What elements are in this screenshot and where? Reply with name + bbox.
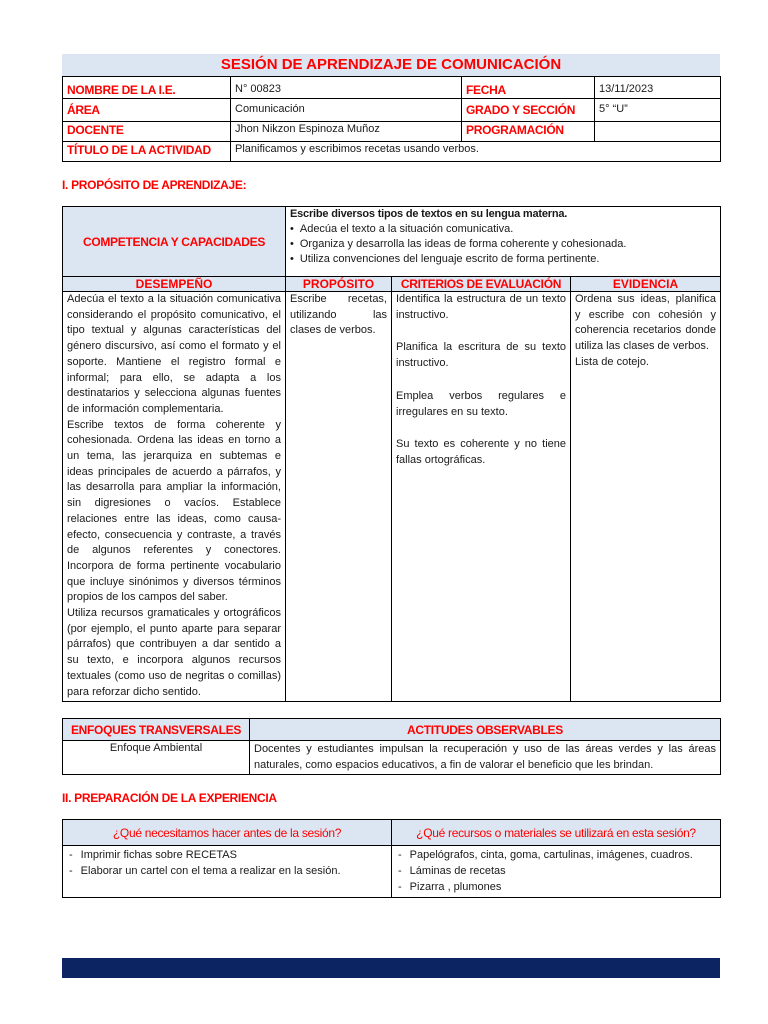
enfoque-value: Enfoque Ambiental — [63, 741, 250, 775]
criterio-item: Planifica la escritura de su texto instructivo. — [396, 341, 566, 370]
evidencia-item: Lista de cotejo. — [575, 355, 649, 368]
criterio-item: Emplea verbos regulares e irregulares en su texto. — [396, 389, 566, 418]
col-proposito: PROPÓSITO — [286, 277, 392, 292]
antes-cell — [63, 846, 392, 898]
desempeno-paragraph: Adecúa el texto a la situación comunicativa considerando el propósito comunicativo, el tipo textual y algunas características del género discursivo, así como el formato y el soporte. Mantiene el registro formal e informal; para ello, se adapta a los destinatarios y selecciona algunas fuentes de información complementaria. — [67, 293, 281, 415]
criterio-item: Identifica la estructura de un texto instructivo. — [396, 293, 566, 321]
titulo-value: Planificamos y escribimos recetas usando verbos. — [231, 142, 721, 162]
programacion-label: PROGRAMACIÓN — [462, 122, 595, 142]
col-evidencia: EVIDENCIA — [571, 277, 721, 292]
area-value: Comunicación — [231, 99, 462, 122]
antes-list — [67, 847, 387, 879]
recursos-list — [396, 847, 716, 895]
enfoques-table — [62, 718, 721, 775]
competencia-title: Escribe diversos tipos de textos en su lengua materna. — [290, 208, 568, 220]
document-page — [62, 54, 720, 898]
capacidad-item: • Adecúa el texto a la situación comunicativa. — [290, 222, 716, 237]
proposito-table — [62, 206, 721, 702]
col-recursos: ¿Qué recursos o materiales se utilizará en esta sesión? — [392, 820, 721, 846]
capacidad-item: • Organiza y desarrolla las ideas de forma coherente y cohesionada. — [290, 237, 716, 252]
competencia-label — [63, 207, 286, 277]
preparacion-table — [62, 819, 721, 898]
desempeno-cell — [63, 292, 286, 702]
competencia-cell — [286, 207, 721, 277]
docente-label: DOCENTE — [63, 122, 231, 142]
desempeno-paragraph: Escribe textos de forma coherente y cohesionada. Ordena las ideas en torno a un tema, las jerarquiza en subtemas e ideas principales de acuerdo a párrafos, y las desarrolla para ampliar la información, sin digresiones o vacíos. Establece relaciones entre las ideas, como causa-efecto, consecuencia y contraste, a través de algunos referentes y conectores. Incorpora de forma pertinente vocabulario que incluye sinónimos y diversos términos propios de los campos del saber. — [67, 418, 281, 604]
titulo-label: TÍTULO DE LA ACTIVIDAD — [63, 142, 231, 162]
recursos-cell — [392, 846, 721, 898]
section-1-heading: I. PROPÓSITO DE APRENDIZAJE: — [62, 178, 247, 192]
ie-label: NOMBRE DE LA I.E. — [63, 77, 231, 99]
competencia-label-text: COMPETENCIA Y CAPACIDADES — [82, 234, 266, 249]
grado-label: GRADO Y SECCIÓN — [462, 99, 595, 122]
page-title: SESIÓN DE APRENDIZAJE DE COMUNICACIÓN — [62, 54, 720, 76]
evidencia-cell — [571, 292, 721, 702]
criterios-cell — [392, 292, 571, 702]
docente-value: Jhon Nikzon Espinoza Muñoz — [231, 122, 462, 142]
desempeno-paragraph: Utiliza recursos gramaticales y ortográficos (por ejemplo, el punto aparte para separar párrafos) que contribuyen a dar sentido a su texto, e incorpora algunos recursos textuales (como uso de negritas o comillas) para reforzar dicho sentido. — [67, 607, 281, 698]
actitud-value: Docentes y estudiantes impulsan la recuperación y uso de las áreas verdes y las áreas naturales, como espacios educativos, a fin de valorar el beneficio que les brindan. — [250, 741, 721, 775]
programacion-value — [595, 122, 721, 142]
antes-item: - Elaborar un cartel con el tema a realizar en la sesión. — [67, 863, 387, 879]
section-2-heading: II. PREPARACIÓN DE LA EXPERIENCIA — [62, 791, 277, 806]
col-enfoques: ENFOQUES TRANSVERSALES — [63, 719, 250, 741]
col-antes: ¿Qué necesitamos hacer antes de la sesión? — [63, 820, 392, 846]
antes-item: - Imprimir fichas sobre RECETAS — [67, 847, 387, 863]
fecha-value: 13/11/2023 — [595, 77, 721, 99]
capacidades-list — [290, 222, 716, 267]
area-label: ÁREA — [63, 99, 231, 122]
grado-value: 5° “U” — [595, 99, 721, 122]
col-actitudes: ACTITUDES OBSERVABLES — [250, 719, 721, 741]
fecha-label: FECHA — [462, 77, 595, 99]
footer-bar — [62, 958, 720, 978]
proposito-cell — [286, 292, 392, 702]
col-desempeno: DESEMPEÑO — [63, 277, 286, 292]
criterio-item: Su texto es coherente y no tiene fallas ortográficas. — [396, 438, 566, 466]
info-table — [62, 76, 721, 162]
recurso-item: - Pizarra , plumones — [396, 879, 716, 895]
capacidad-item: • Utiliza convenciones del lenguaje escrito de forma pertinente. — [290, 252, 716, 267]
proposito-text: Escribe recetas, utilizando las clases de verbos. — [290, 293, 387, 337]
col-criterios: CRITERIOS DE EVALUACIÓN — [392, 277, 571, 292]
recurso-item: - Papelógrafos, cinta, goma, cartulinas, imágenes, cuadros. — [396, 847, 716, 863]
recurso-item: - Láminas de recetas — [396, 863, 716, 879]
evidencia-item: Ordena sus ideas, planifica y escribe con cohesión y coherencia recetarios donde utiliza las clases de verbos. — [575, 293, 717, 353]
ie-value: N° 00823 — [231, 77, 462, 99]
